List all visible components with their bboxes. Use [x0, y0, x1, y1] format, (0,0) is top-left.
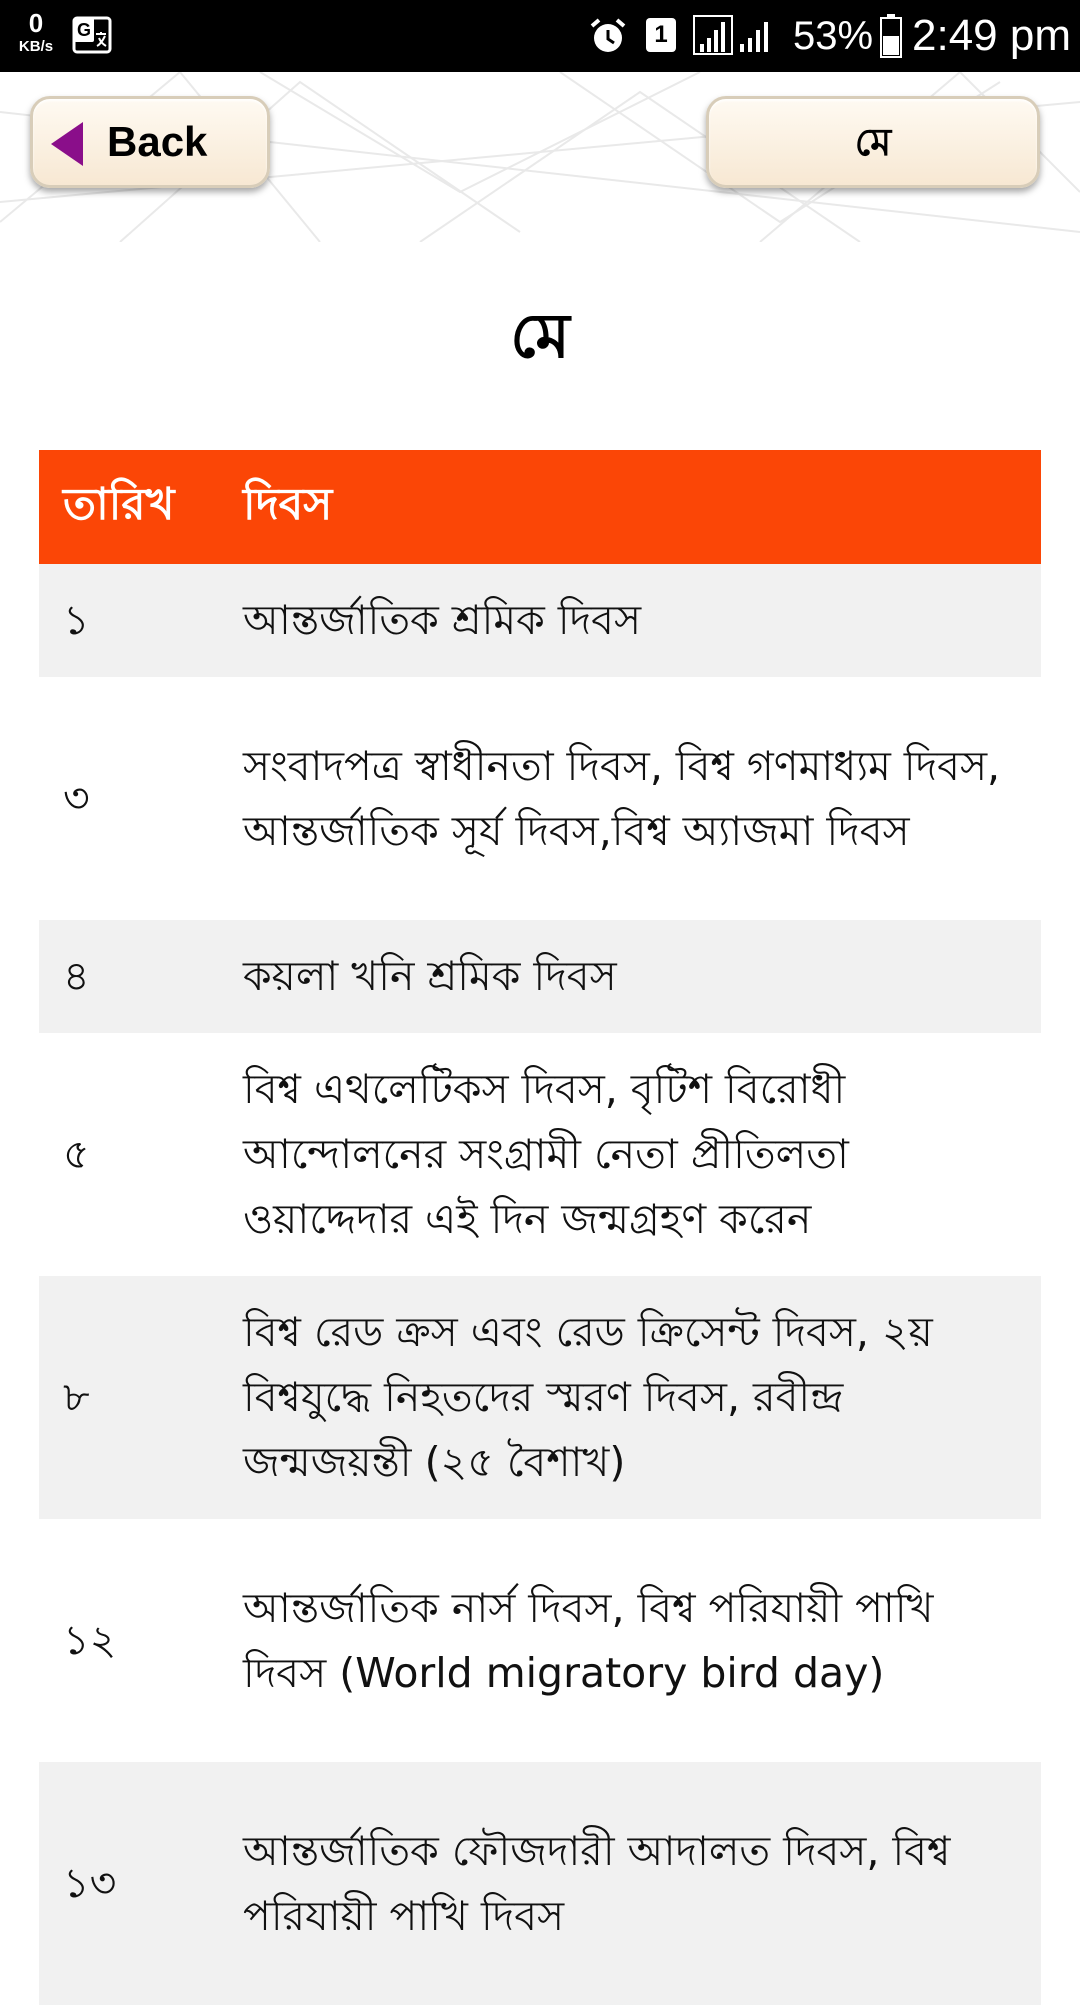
table-row: [39, 1033, 1041, 1276]
network-speed-value: 0: [28, 8, 44, 38]
page-title: মে: [510, 299, 570, 372]
table-row: [39, 1762, 1041, 2005]
battery-icon: [880, 14, 902, 58]
table-row: [39, 1276, 1041, 1519]
column-header-date: তারিখ: [63, 478, 175, 530]
network-speed-unit: KB/s: [18, 38, 54, 55]
svg-text:G: G: [76, 20, 92, 40]
signal-icon: [692, 14, 782, 56]
row-day-text: বিশ্ব এথলেটিকস দিবস, বৃটিশ বিরোধী আন্দোলনের সংগ্রামী নেতা প্রীতিলতা ওয়াদ্দেদার এই দিন জন্মগ্রহণ করেন: [243, 1065, 849, 1243]
month-selector-label: মে: [854, 120, 892, 164]
row-date: ৩: [63, 774, 90, 822]
table-header: [39, 450, 1041, 564]
table-row: [39, 1519, 1041, 1762]
battery-percentage: 53%: [793, 14, 874, 58]
column-header-day: দিবস: [243, 478, 333, 530]
clock: 2:49 pm: [912, 11, 1071, 60]
row-date: ১: [63, 596, 90, 644]
row-day-text: আন্তর্জাতিক নার্স দিবস, বিশ্ব পরিযায়ী পাখি দিবস (World migratory bird day): [243, 1583, 934, 1697]
days-table: [39, 450, 1041, 2005]
alarm-icon: [588, 16, 628, 56]
status-bar: [0, 0, 1080, 72]
row-day-text: বিশ্ব রেড ক্রস এবং রেড ক্রিসেন্ট দিবস, ২য় বিশ্বযুদ্ধে নিহতদের স্মরণ দিবস, রবীন্দ্র জন্মজয়ন্তী (২৫ বৈশাখ): [243, 1308, 933, 1486]
table-row: [39, 564, 1041, 677]
row-date: ১২: [63, 1616, 117, 1664]
row-date: ৮: [63, 1373, 90, 1421]
row-day-text: কয়লা খনি শ্রমিক দিবস: [243, 952, 617, 1000]
row-day-text: আন্তর্জাতিক ফৌজদারী আদালত দিবস, বিশ্ব পরিযায়ী পাখি দিবস: [243, 1826, 951, 1940]
back-button-label: Back: [107, 118, 208, 165]
row-date: ৪: [63, 952, 90, 1000]
back-button[interactable]: [30, 96, 270, 188]
row-day-text: সংবাদপত্র স্বাধীনতা দিবস, বিশ্ব গণমাধ্যম দিবস, আন্তর্জাতিক সূর্য দিবস,বিশ্ব অ্যাজমা দিবস: [243, 741, 1001, 855]
row-date: ৫: [63, 1130, 90, 1178]
table-row: [39, 677, 1041, 920]
row-day-text: আন্তর্জাতিক শ্রমিক দিবস: [243, 596, 642, 644]
month-selector-button[interactable]: [706, 96, 1040, 188]
network-speed: [14, 10, 58, 54]
row-date: ১৩: [63, 1859, 117, 1907]
translate-icon: [72, 16, 112, 54]
table-row: [39, 920, 1041, 1033]
sim-slot-badge: 1: [646, 18, 676, 52]
back-arrow-icon: [51, 122, 83, 166]
